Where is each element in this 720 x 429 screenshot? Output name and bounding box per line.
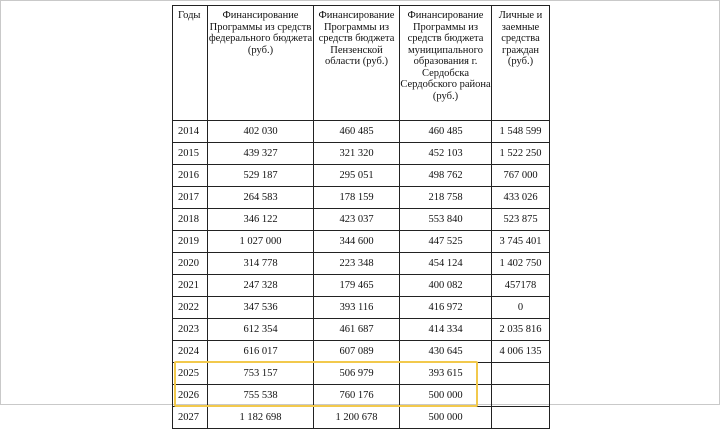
cell-regional: 1 200 678 xyxy=(314,407,400,429)
cell-personal: 1 522 250 xyxy=(492,143,550,165)
cell-regional: 321 320 xyxy=(314,143,400,165)
table-row xyxy=(173,253,550,275)
cell-federal: 347 536 xyxy=(208,297,314,319)
cell-municipal: 393 615 xyxy=(400,363,492,385)
cell-personal: 1 402 750 xyxy=(492,253,550,275)
cell-year: 2016 xyxy=(173,165,208,187)
cell-personal xyxy=(492,407,550,429)
cell-personal: 433 026 xyxy=(492,187,550,209)
cell-year: 2023 xyxy=(173,319,208,341)
cell-regional: 607 089 xyxy=(314,341,400,363)
cell-federal: 1 182 698 xyxy=(208,407,314,429)
cell-personal xyxy=(492,385,550,407)
table-row xyxy=(173,385,550,407)
cell-municipal: 460 485 xyxy=(400,121,492,143)
header-years: Годы xyxy=(173,6,208,121)
cell-regional: 223 348 xyxy=(314,253,400,275)
cell-municipal: 452 103 xyxy=(400,143,492,165)
cell-federal: 753 157 xyxy=(208,363,314,385)
cell-municipal: 218 758 xyxy=(400,187,492,209)
cell-regional: 461 687 xyxy=(314,319,400,341)
cell-year: 2024 xyxy=(173,341,208,363)
cell-municipal: 400 082 xyxy=(400,275,492,297)
cell-personal: 767 000 xyxy=(492,165,550,187)
cell-federal: 755 538 xyxy=(208,385,314,407)
cell-federal: 314 778 xyxy=(208,253,314,275)
cell-municipal: 430 645 xyxy=(400,341,492,363)
table-row xyxy=(173,121,550,143)
cell-municipal: 414 334 xyxy=(400,319,492,341)
cell-personal: 3 745 401 xyxy=(492,231,550,253)
cell-year: 2015 xyxy=(173,143,208,165)
cell-municipal: 553 840 xyxy=(400,209,492,231)
cell-year: 2021 xyxy=(173,275,208,297)
cell-year: 2018 xyxy=(173,209,208,231)
cell-federal: 616 017 xyxy=(208,341,314,363)
cell-year: 2022 xyxy=(173,297,208,319)
cell-federal: 529 187 xyxy=(208,165,314,187)
cell-year: 2026 xyxy=(173,385,208,407)
cell-year: 2017 xyxy=(173,187,208,209)
table-row xyxy=(173,143,550,165)
cell-municipal: 498 762 xyxy=(400,165,492,187)
cell-personal: 457178 xyxy=(492,275,550,297)
table-row xyxy=(173,231,550,253)
cell-municipal: 416 972 xyxy=(400,297,492,319)
cell-federal: 247 328 xyxy=(208,275,314,297)
cell-regional: 295 051 xyxy=(314,165,400,187)
cell-federal: 346 122 xyxy=(208,209,314,231)
cell-federal: 612 354 xyxy=(208,319,314,341)
cell-regional: 179 465 xyxy=(314,275,400,297)
header-personal-funds: Личные и заемные средства граждан (руб.) xyxy=(492,6,550,121)
cell-municipal: 454 124 xyxy=(400,253,492,275)
cell-regional: 460 485 xyxy=(314,121,400,143)
cell-regional: 506 979 xyxy=(314,363,400,385)
table-row xyxy=(173,275,550,297)
financing-table xyxy=(172,5,550,429)
cell-personal: 523 875 xyxy=(492,209,550,231)
header-municipal-budget: Финансирование Программы из средств бюджета муниципального образования г. Сердобска Сердобского района (руб.) xyxy=(400,6,492,121)
cell-regional: 760 176 xyxy=(314,385,400,407)
cell-federal: 1 027 000 xyxy=(208,231,314,253)
header-federal-budget: Финансирование Программы из средств федерального бюджета (руб.) xyxy=(208,6,314,121)
cell-personal xyxy=(492,363,550,385)
table-row xyxy=(173,209,550,231)
cell-year: 2020 xyxy=(173,253,208,275)
cell-federal: 402 030 xyxy=(208,121,314,143)
cell-federal: 264 583 xyxy=(208,187,314,209)
table-row xyxy=(173,165,550,187)
table-row xyxy=(173,187,550,209)
cell-federal: 439 327 xyxy=(208,143,314,165)
cell-municipal: 500 000 xyxy=(400,407,492,429)
header-regional-budget: Финансирование Программы из средств бюджета Пензенской области (руб.) xyxy=(314,6,400,121)
cell-regional: 344 600 xyxy=(314,231,400,253)
table-row xyxy=(173,341,550,363)
cell-municipal: 500 000 xyxy=(400,385,492,407)
table-row xyxy=(173,319,550,341)
cell-personal: 1 548 599 xyxy=(492,121,550,143)
cell-year: 2025 xyxy=(173,363,208,385)
table-row xyxy=(173,363,550,385)
cell-personal: 2 035 816 xyxy=(492,319,550,341)
table-row xyxy=(173,297,550,319)
cell-municipal: 447 525 xyxy=(400,231,492,253)
cell-personal: 0 xyxy=(492,297,550,319)
cell-regional: 423 037 xyxy=(314,209,400,231)
cell-year: 2014 xyxy=(173,121,208,143)
cell-year: 2027 xyxy=(173,407,208,429)
cell-year: 2019 xyxy=(173,231,208,253)
cell-regional: 178 159 xyxy=(314,187,400,209)
table-header-row xyxy=(173,6,550,121)
cell-regional: 393 116 xyxy=(314,297,400,319)
table-row xyxy=(173,407,550,429)
cell-personal: 4 006 135 xyxy=(492,341,550,363)
